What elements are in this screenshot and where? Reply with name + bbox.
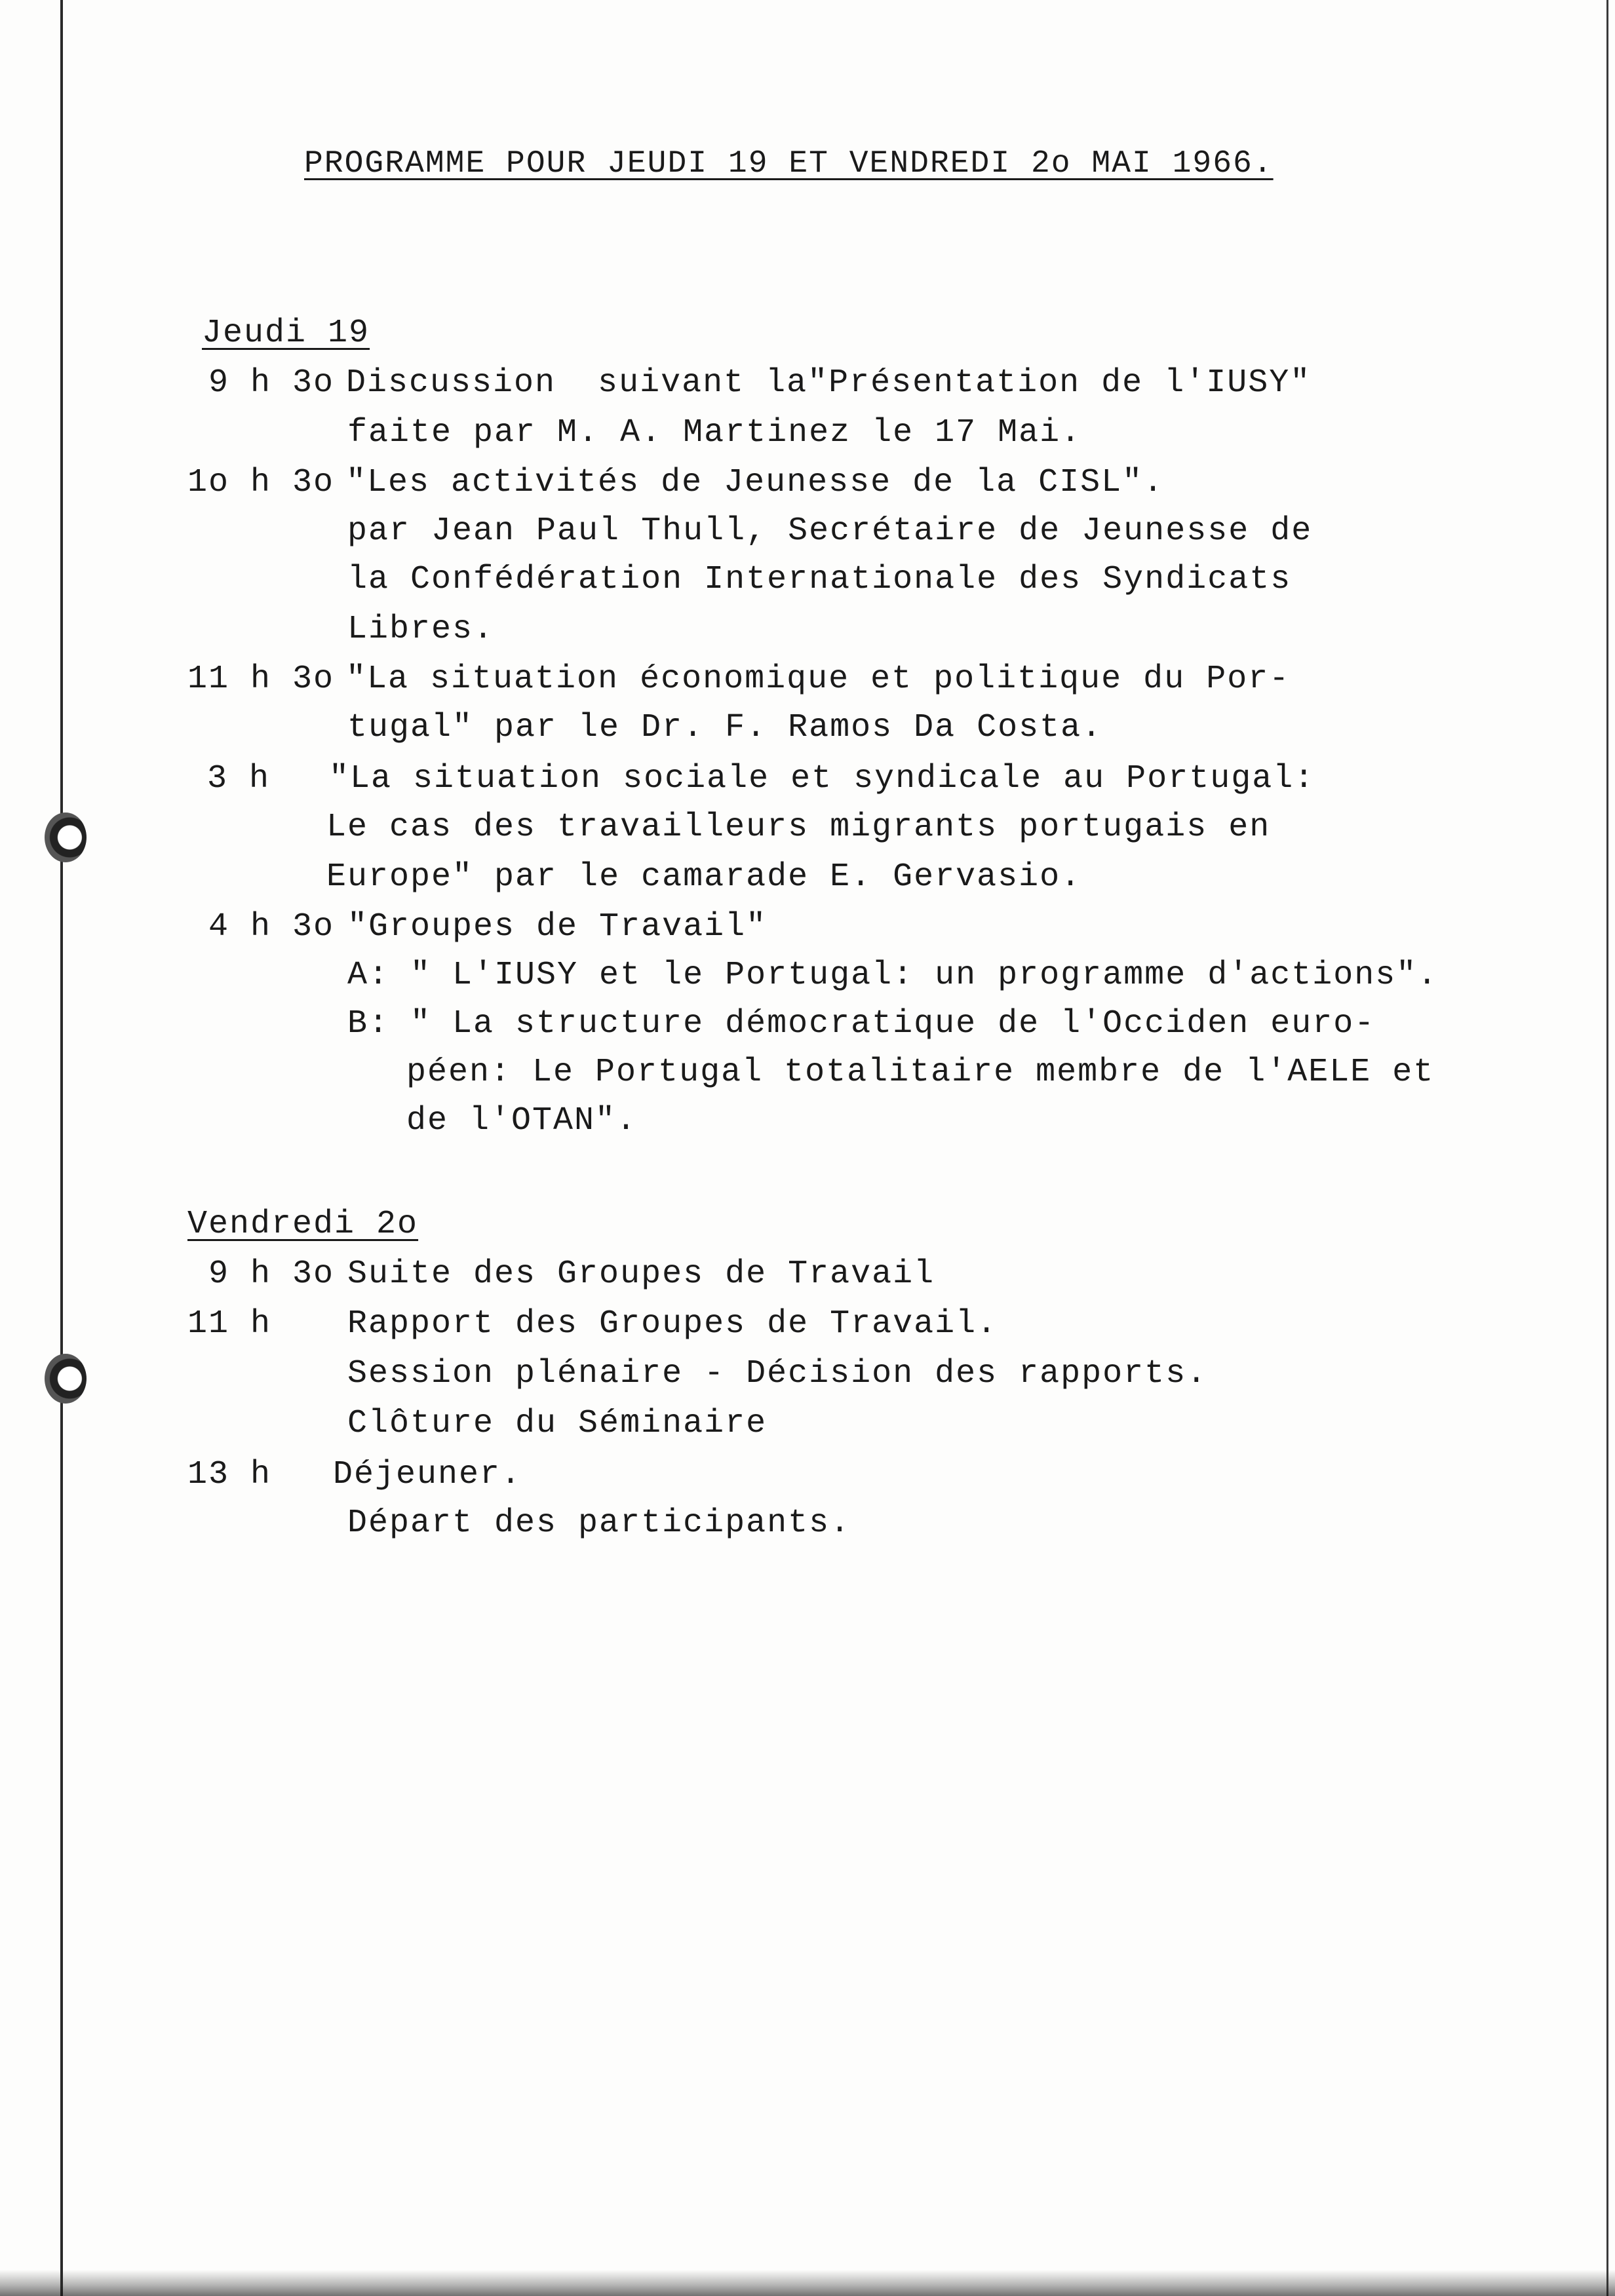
entry-time: 4 h 3o bbox=[208, 908, 335, 946]
entry-line: Session plénaire - Décision des rapports. bbox=[347, 1355, 1208, 1392]
entry-line: de l'OTAN". bbox=[406, 1102, 638, 1139]
entry-line: Clôture du Séminaire bbox=[347, 1405, 768, 1442]
binding-line bbox=[60, 0, 63, 2296]
entry-time: 9 h 3o bbox=[208, 1255, 335, 1293]
entry-line: tugal" par le Dr. F. Ramos Da Costa. bbox=[347, 709, 1103, 746]
entry-line: Discussion suivant la"Présentation de l'IUSY" bbox=[346, 364, 1312, 402]
entry-line: "Groupes de Travail" bbox=[347, 908, 768, 946]
entry-time: 11 h bbox=[187, 1305, 272, 1343]
entry-time: 3 h bbox=[207, 760, 271, 797]
entry-line: la Confédération Internationale des Syndicats bbox=[347, 561, 1292, 598]
entry-time: 9 h 3o bbox=[208, 364, 335, 402]
entry-time: 11 h 3o bbox=[187, 660, 335, 698]
punch-hole-icon bbox=[45, 1354, 87, 1404]
section-heading-jeudi: Jeudi 19 bbox=[202, 315, 370, 352]
entry-line: Libres. bbox=[347, 611, 495, 648]
entry-line: B: " La structure démocratique de l'Occiden euro- bbox=[347, 1005, 1376, 1043]
entry-line: "La situation sociale et syndicale au Portugal: bbox=[329, 760, 1315, 797]
page-edge bbox=[1606, 0, 1608, 2296]
entry-line: "La situation économique et politique du Por- bbox=[346, 660, 1291, 698]
entry-line: par Jean Paul Thull, Secrétaire de Jeunesse de bbox=[347, 512, 1313, 550]
entry-line: Départ des participants. bbox=[347, 1504, 851, 1542]
entry-line: Déjeuner. bbox=[333, 1456, 522, 1493]
entry-line: Europe" par le camarade E. Gervasio. bbox=[326, 858, 1082, 896]
entry-line: A: " L'IUSY et le Portugal: un programme d'actions". bbox=[347, 957, 1439, 994]
entry-time: 1o h 3o bbox=[187, 464, 335, 501]
entry-line: faite par M. A. Martinez le 17 Mai. bbox=[347, 414, 1082, 451]
entry-line: péen: Le Portugal totalitaire membre de l'AELE et bbox=[406, 1054, 1435, 1091]
section-heading-vendredi: Vendredi 2o bbox=[187, 1206, 419, 1243]
entry-line: Suite des Groupes de Travail bbox=[347, 1255, 935, 1293]
punch-hole-icon bbox=[45, 813, 87, 862]
page-bottom-edge bbox=[0, 2270, 1615, 2296]
entry-time: 13 h bbox=[187, 1456, 272, 1493]
entry-line: Rapport des Groupes de Travail. bbox=[347, 1305, 998, 1343]
entry-line: "Les activités de Jeunesse de la CISL". bbox=[346, 464, 1165, 501]
entry-line: Le cas des travailleurs migrants portugais en bbox=[326, 809, 1271, 846]
page-title: PROGRAMME POUR JEUDI 19 ET VENDREDI 2o MAI 1966. bbox=[304, 146, 1274, 182]
